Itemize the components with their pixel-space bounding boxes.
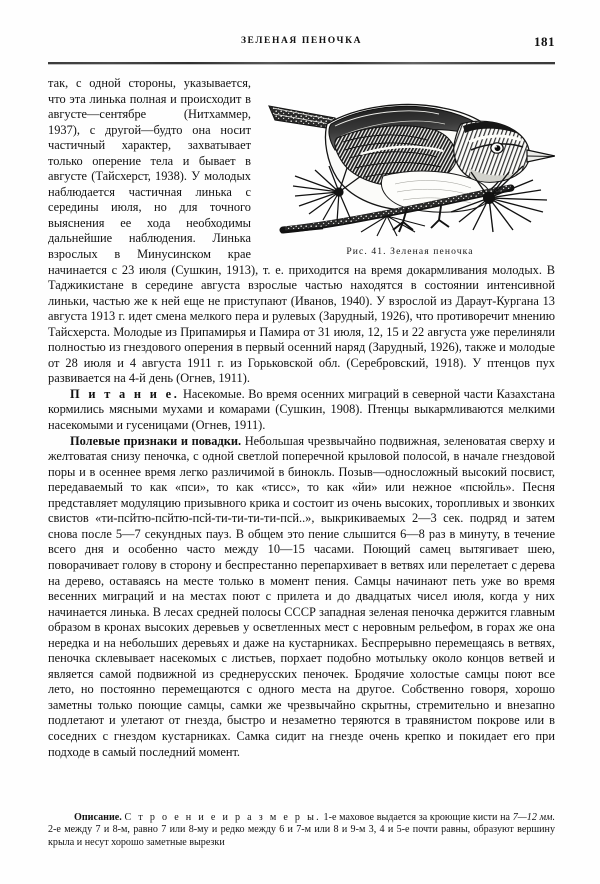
running-head xyxy=(48,36,555,58)
description-block xyxy=(48,812,555,849)
description-text-before: 1-е маховое выдается за кроющие кисти на xyxy=(323,812,511,823)
heading-food: П и т а н и е. xyxy=(70,386,180,401)
heading-field-marks: Полевые признаки и повадки. xyxy=(70,433,242,448)
paragraph-food-text: Насекомые. Во время осенних миграций в северной части Казахстана кормились мясными мухами и комарами (Сушкин, 1908). Птенцы выкармливаются мелкими насекомыми и гусеницами (Огнев, 1911). xyxy=(48,386,555,433)
description-measurement: 7—12 мм. xyxy=(512,812,555,823)
bird-illustration xyxy=(265,80,555,238)
heading-description: Описание. xyxy=(74,812,122,823)
text-column xyxy=(48,76,555,760)
paragraph-description xyxy=(48,812,555,849)
running-head-title: ЗЕЛЕНАЯ ПЕНОЧКА xyxy=(240,36,363,46)
paragraph-food xyxy=(48,387,555,434)
paragraph-molt: так, с одной стороны, указывается, что эта линька полная и происходит в августе—сентябре (Нитхаммер, 1937), с другой—будто она носит частичный характер, захватывает только оперение тела и бывает в августе (Тайсхерст, 1938). У молодых наблюдается частичная линька с середины июля, но для точного выяснения ее хода необходимы дальнейшие наблюдения. Линька взрослых в Минусинском крае начинается с 23 июля (Сушкин, 1913), т. е. приходится на время докармливания молодых. В Таджикистане в середине августа взрослые частью находятся в состоянии интенсивной линьки, частью же к ней еще не приступают (Иванов, 1940). У взрослой из Дараут-Кургана 13 августа 1913 г. идет смена мелкого пера и рулевых (Зарудный, 1926), что противоречит мнению Тайсхерста. Молодые из Припамирья и Памира от 31 июля, 12, 15 и 22 августа уже перелиняли полностью из гнездового оперения в первый осенний наряд (Зарудный, 1926), также и молодые от 28 июля и 4 августа 1911 г. из Горьковской обл. (Серебровский, 1918). У птенцов пух развивается на 4-й день (Огнев, 1911). xyxy=(48,76,555,386)
page-number: 181 xyxy=(534,34,555,49)
figure-41 xyxy=(265,80,555,257)
heading-structure: С т р о е н и е и р а з м е р ы. xyxy=(124,812,321,823)
paragraph-field-marks xyxy=(48,434,555,760)
description-text-after: 2-е между 7 и 8-м, равно 7 или 8-му и редко между 6 и 7-м или 8 и 9-м 3, 4 и 5-е почти равны, образуют вершину крыла и несут хорошо заметные вырезки xyxy=(48,824,555,848)
figure-caption: Рис. 41. Зеленая пеночка xyxy=(346,246,474,257)
paragraph-field-marks-text: Небольшая чрезвычайно подвижная, зеленоватая сверху и желтоватая снизу пеночка, с одной светлой поперечной крыловой полосой, в начале гнездовой поры и в осеннее время легко различимой в бинокль. Позыв—односложный высокий посвист, передаваемый то как «пси», то как «тисс», то как «йи» или нежное «псюйль». Песня представляет модуляцию призывного крика и состоит из очень высоких, торопливых и звонких свистов «ти-псйтю-псйтю-псй-ти-ти-ти-ти-псй..», выкрикиваемых 2—3 сек. подряд и затем снова после 5—7 секундных пауз. В общем это пение слышится 6—8 раз в минуту, в течение всего дня и особенно часто между 10—15 часами. Поющий самец вытягивает шею, поворачивает голову в сторону и беспрестанно перепархивает в ветвях или перелетает с дерева на дерево, оставаясь на месте только в момент пения. Самцы начинают петь уже во время весенних миграций и на местах поют с прилета и до двадцатых чисел июля, когда у них начинается линька. В лесах средней полосы СССР западная зеленая пеночка держится главным образом в кронах высоких деревьев у осветленных мест с неровным рельефом, в горах же она нередка и на небольших деревьях и даже на кустарниках. Беспрерывно перемещаясь в ветвях, пеночка склевывает насекомых с листьев, порхает подобно мотыльку около концов ветвей и является самой подвижной из среднерусских пеночек. Бродячие холостые самцы поют все лето, но постоянно перемещаются с одного места на другое. Собственно говоря, хорошо заметны только поющие самцы, самки же чрезвычайно скрытны, стремительно и внезапно подлетают и улетают от гнезда, быстро и незаметно теряются в травянистом покрове или в соседних с гнездом кустарниках. Самка сидит на гнезде очень крепко и покидает его при подходе в самый последний момент. xyxy=(48,433,555,759)
header-rule xyxy=(48,62,555,64)
bird-eye xyxy=(491,143,503,153)
